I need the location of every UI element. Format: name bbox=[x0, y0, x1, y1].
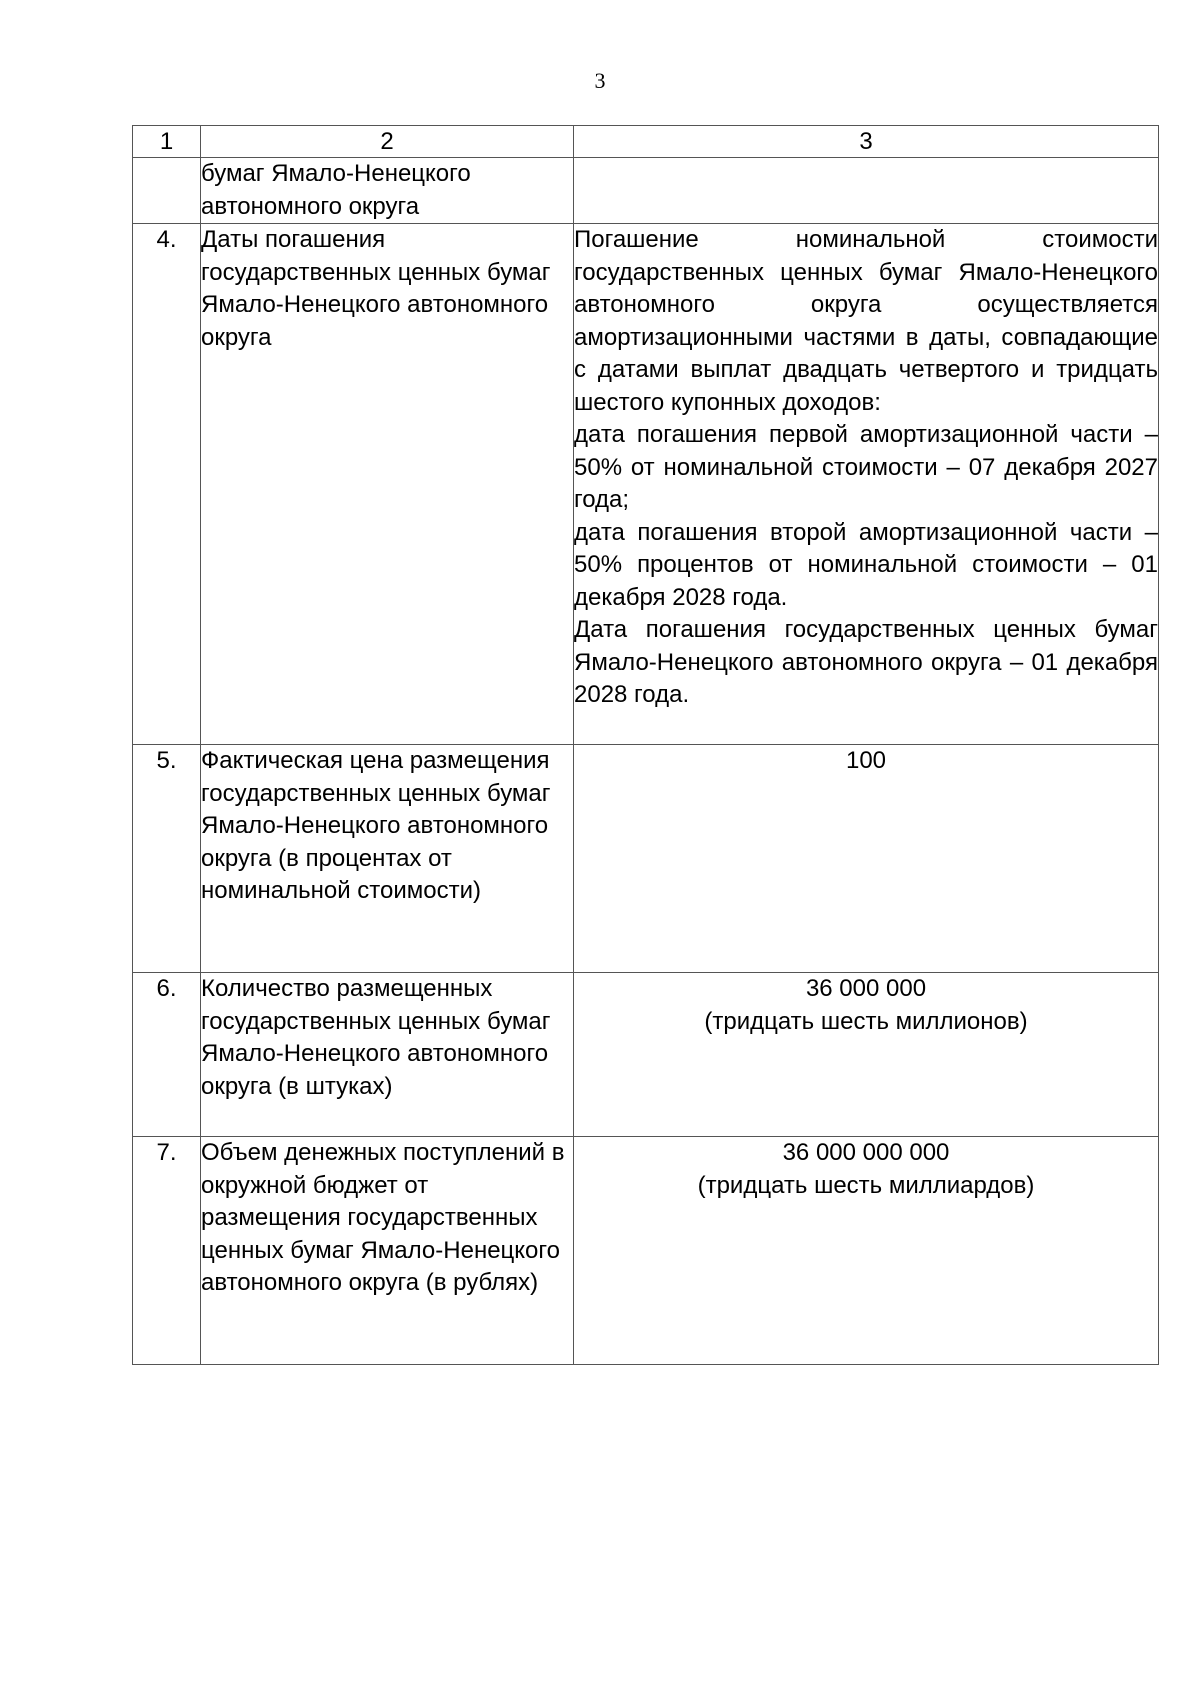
parameter-cell: бумаг Ямало-Ненецкого автономного округа bbox=[201, 158, 574, 224]
value-cell bbox=[574, 158, 1159, 224]
table-row-continued bbox=[133, 158, 1159, 224]
securities-table bbox=[132, 125, 1159, 1365]
value-line: 36 000 000 bbox=[805, 975, 927, 1002]
value-line: (тридцать шесть миллионов) bbox=[704, 1007, 1028, 1035]
column-number-2: 2 bbox=[201, 126, 574, 158]
value-cell bbox=[574, 973, 1159, 1137]
table-row-budget-proceeds bbox=[133, 1137, 1159, 1365]
value-paragraph: дата погашения первой амортизационной части – 50% от номинальной стоимости – 07 декабря 2027 года; bbox=[574, 421, 1158, 513]
value-paragraph: дата погашения второй амортизационной части – 50% процентов от номинальной стоимости – 01 декабря 2028 года. bbox=[574, 518, 1158, 611]
column-number-row bbox=[133, 126, 1159, 158]
value-line: (тридцать шесть миллиардов) bbox=[697, 1171, 1035, 1199]
value-line: 36 000 000 000 bbox=[782, 1139, 950, 1166]
row-number: 5. bbox=[133, 745, 201, 973]
table-row-redemption-dates bbox=[133, 224, 1159, 745]
row-number: 6. bbox=[133, 973, 201, 1137]
column-number-3: 3 bbox=[574, 126, 1159, 158]
value-cell bbox=[574, 745, 1159, 973]
table-row-placement-price bbox=[133, 745, 1159, 973]
value-paragraph: Погашение номинальной стоимости государственных ценных бумаг Ямало-Ненецкого автономного округа осуществляется амортизационными частями в даты, совпадающие с датами выплат двадцать четвертого и тридцать шестого купонных доходов: bbox=[574, 226, 1158, 416]
value-cell bbox=[574, 224, 1159, 745]
page-number: 3 bbox=[594, 68, 606, 93]
value-paragraph: Дата погашения государственных ценных бумаг Ямало-Ненецкого автономного округа – 01 декабря 2028 года. bbox=[574, 616, 1158, 708]
row-number-cell bbox=[133, 158, 201, 224]
row-number: 4. bbox=[133, 224, 201, 745]
parameter-name: Фактическая цена размещения государственных ценных бумаг Ямало-Ненецкого автономного округа (в процентах от номинальной стоимости) bbox=[201, 745, 574, 973]
parameter-name: Количество размещенных государственных ценных бумаг Ямало-Ненецкого автономного округа (в штуках) bbox=[201, 973, 574, 1137]
parameter-name: Даты погашения государственных ценных бумаг Ямало-Ненецкого автономного округа bbox=[201, 224, 574, 745]
value-line: 100 bbox=[845, 747, 887, 774]
table-row-securities-count bbox=[133, 973, 1159, 1137]
parameter-name: Объем денежных поступлений в окружной бюджет от размещения государственных ценных бумаг Ямало-Ненецкого автономного округа (в рублях) bbox=[201, 1137, 574, 1365]
value-cell bbox=[574, 1137, 1159, 1365]
row-number: 7. bbox=[133, 1137, 201, 1365]
column-number-1: 1 bbox=[133, 126, 201, 158]
